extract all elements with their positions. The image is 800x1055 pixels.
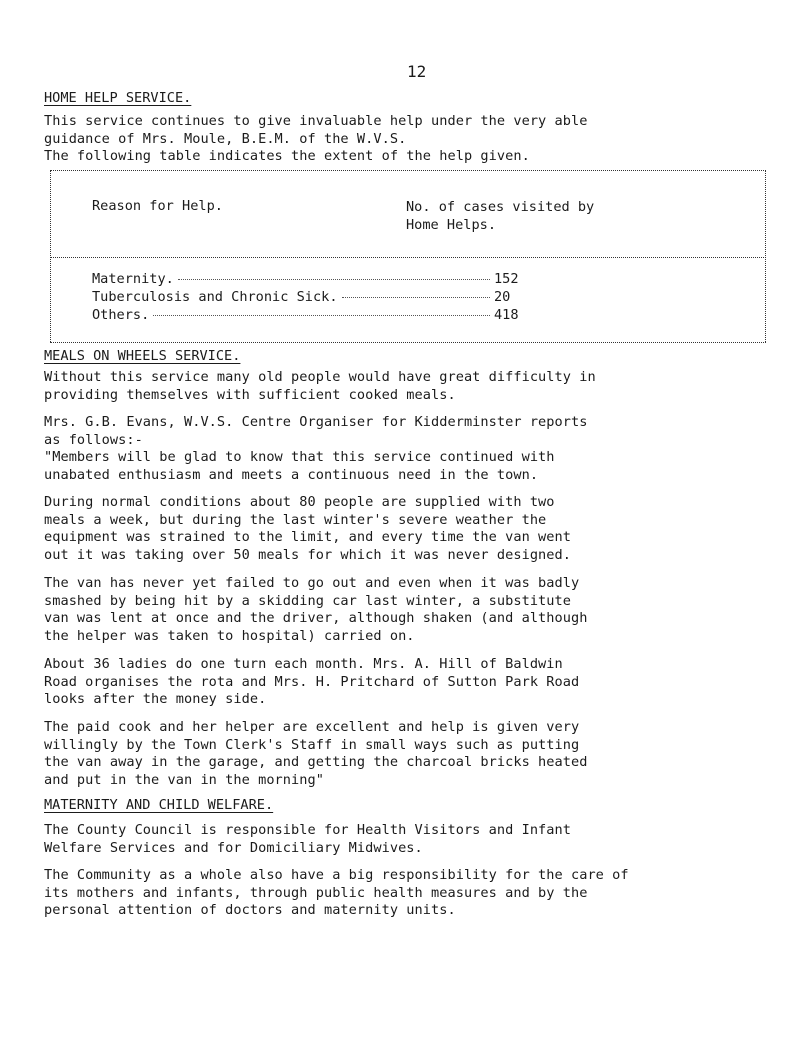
meals-paragraph-3: During normal conditions about 80 people are supplied with two meals a week, but during the last winter's severe weather the equipment was strained to the limit, and every time the van went out it was taking over 50 meals for which it was never designed. — [44, 494, 571, 563]
dot-leader — [178, 279, 490, 280]
maternity-paragraph-2: The Community as a whole also have a big responsibility for the care of its mothers and infants, through public health measures and by the personal attention of doctors and maternity units. — [44, 867, 629, 919]
dot-leader — [342, 297, 490, 298]
home-help-table — [50, 170, 766, 343]
table-cell-reason: Maternity. — [92, 271, 174, 287]
home-help-intro: This service continues to give invaluable help under the very able guidance of Mrs. Moule, B.E.M. of the W.V.S. The following table indicates the extent of the help given. — [44, 113, 588, 165]
table-header-reason: Reason for Help. — [92, 198, 223, 214]
table-cell-count: 20 — [494, 289, 511, 305]
table-border-left — [50, 170, 51, 342]
table-border-top — [50, 170, 766, 171]
meals-paragraph-2: Mrs. G.B. Evans, W.V.S. Centre Organiser for Kidderminster reports as follows:- "Members will be glad to know that this service continued with unabated enthusiasm and meets a continuous need in the town. — [44, 414, 588, 483]
table-border-header-rule — [50, 257, 766, 258]
meals-heading: MEALS ON WHEELS SERVICE. — [44, 348, 241, 364]
table-row — [92, 271, 532, 289]
table-cell-count: 152 — [494, 271, 519, 287]
table-cell-reason: Tuberculosis and Chronic Sick. — [92, 289, 338, 305]
dot-leader — [153, 315, 490, 316]
table-cell-reason: Others. — [92, 307, 150, 323]
table-row — [92, 289, 532, 307]
table-cell-count: 418 — [494, 307, 519, 323]
meals-paragraph-5: About 36 ladies do one turn each month. Mrs. A. Hill of Baldwin Road organises the rota and Mrs. H. Pritchard of Sutton Park Road looks after the money side. — [44, 656, 580, 708]
table-row — [92, 307, 532, 325]
page-number: 12 — [407, 62, 427, 81]
table-border-bottom — [50, 342, 766, 343]
table-header-count: No. of cases visited by Home Helps. — [406, 199, 595, 233]
meals-paragraph-4: The van has never yet failed to go out and even when it was badly smashed by being hit by a skidding car last winter, a substitute van was lent at once and the driver, although shaken (and although the helper was taken to hospital) carried on. — [44, 575, 588, 644]
maternity-heading: MATERNITY AND CHILD WELFARE. — [44, 797, 274, 813]
table-border-right — [765, 170, 766, 342]
meals-paragraph-6: The paid cook and her helper are excellent and help is given very willingly by the Town Clerk's Staff in small ways such as putting the van away in the garage, and getting the charcoal bricks heated and put in the van in the morning" — [44, 719, 588, 788]
meals-paragraph-1: Without this service many old people would have great difficulty in providing themselves with sufficient cooked meals. — [44, 369, 596, 403]
maternity-paragraph-1: The County Council is responsible for Health Visitors and Infant Welfare Services and for Domiciliary Midwives. — [44, 822, 571, 856]
home-help-heading: HOME HELP SERVICE. — [44, 90, 192, 106]
